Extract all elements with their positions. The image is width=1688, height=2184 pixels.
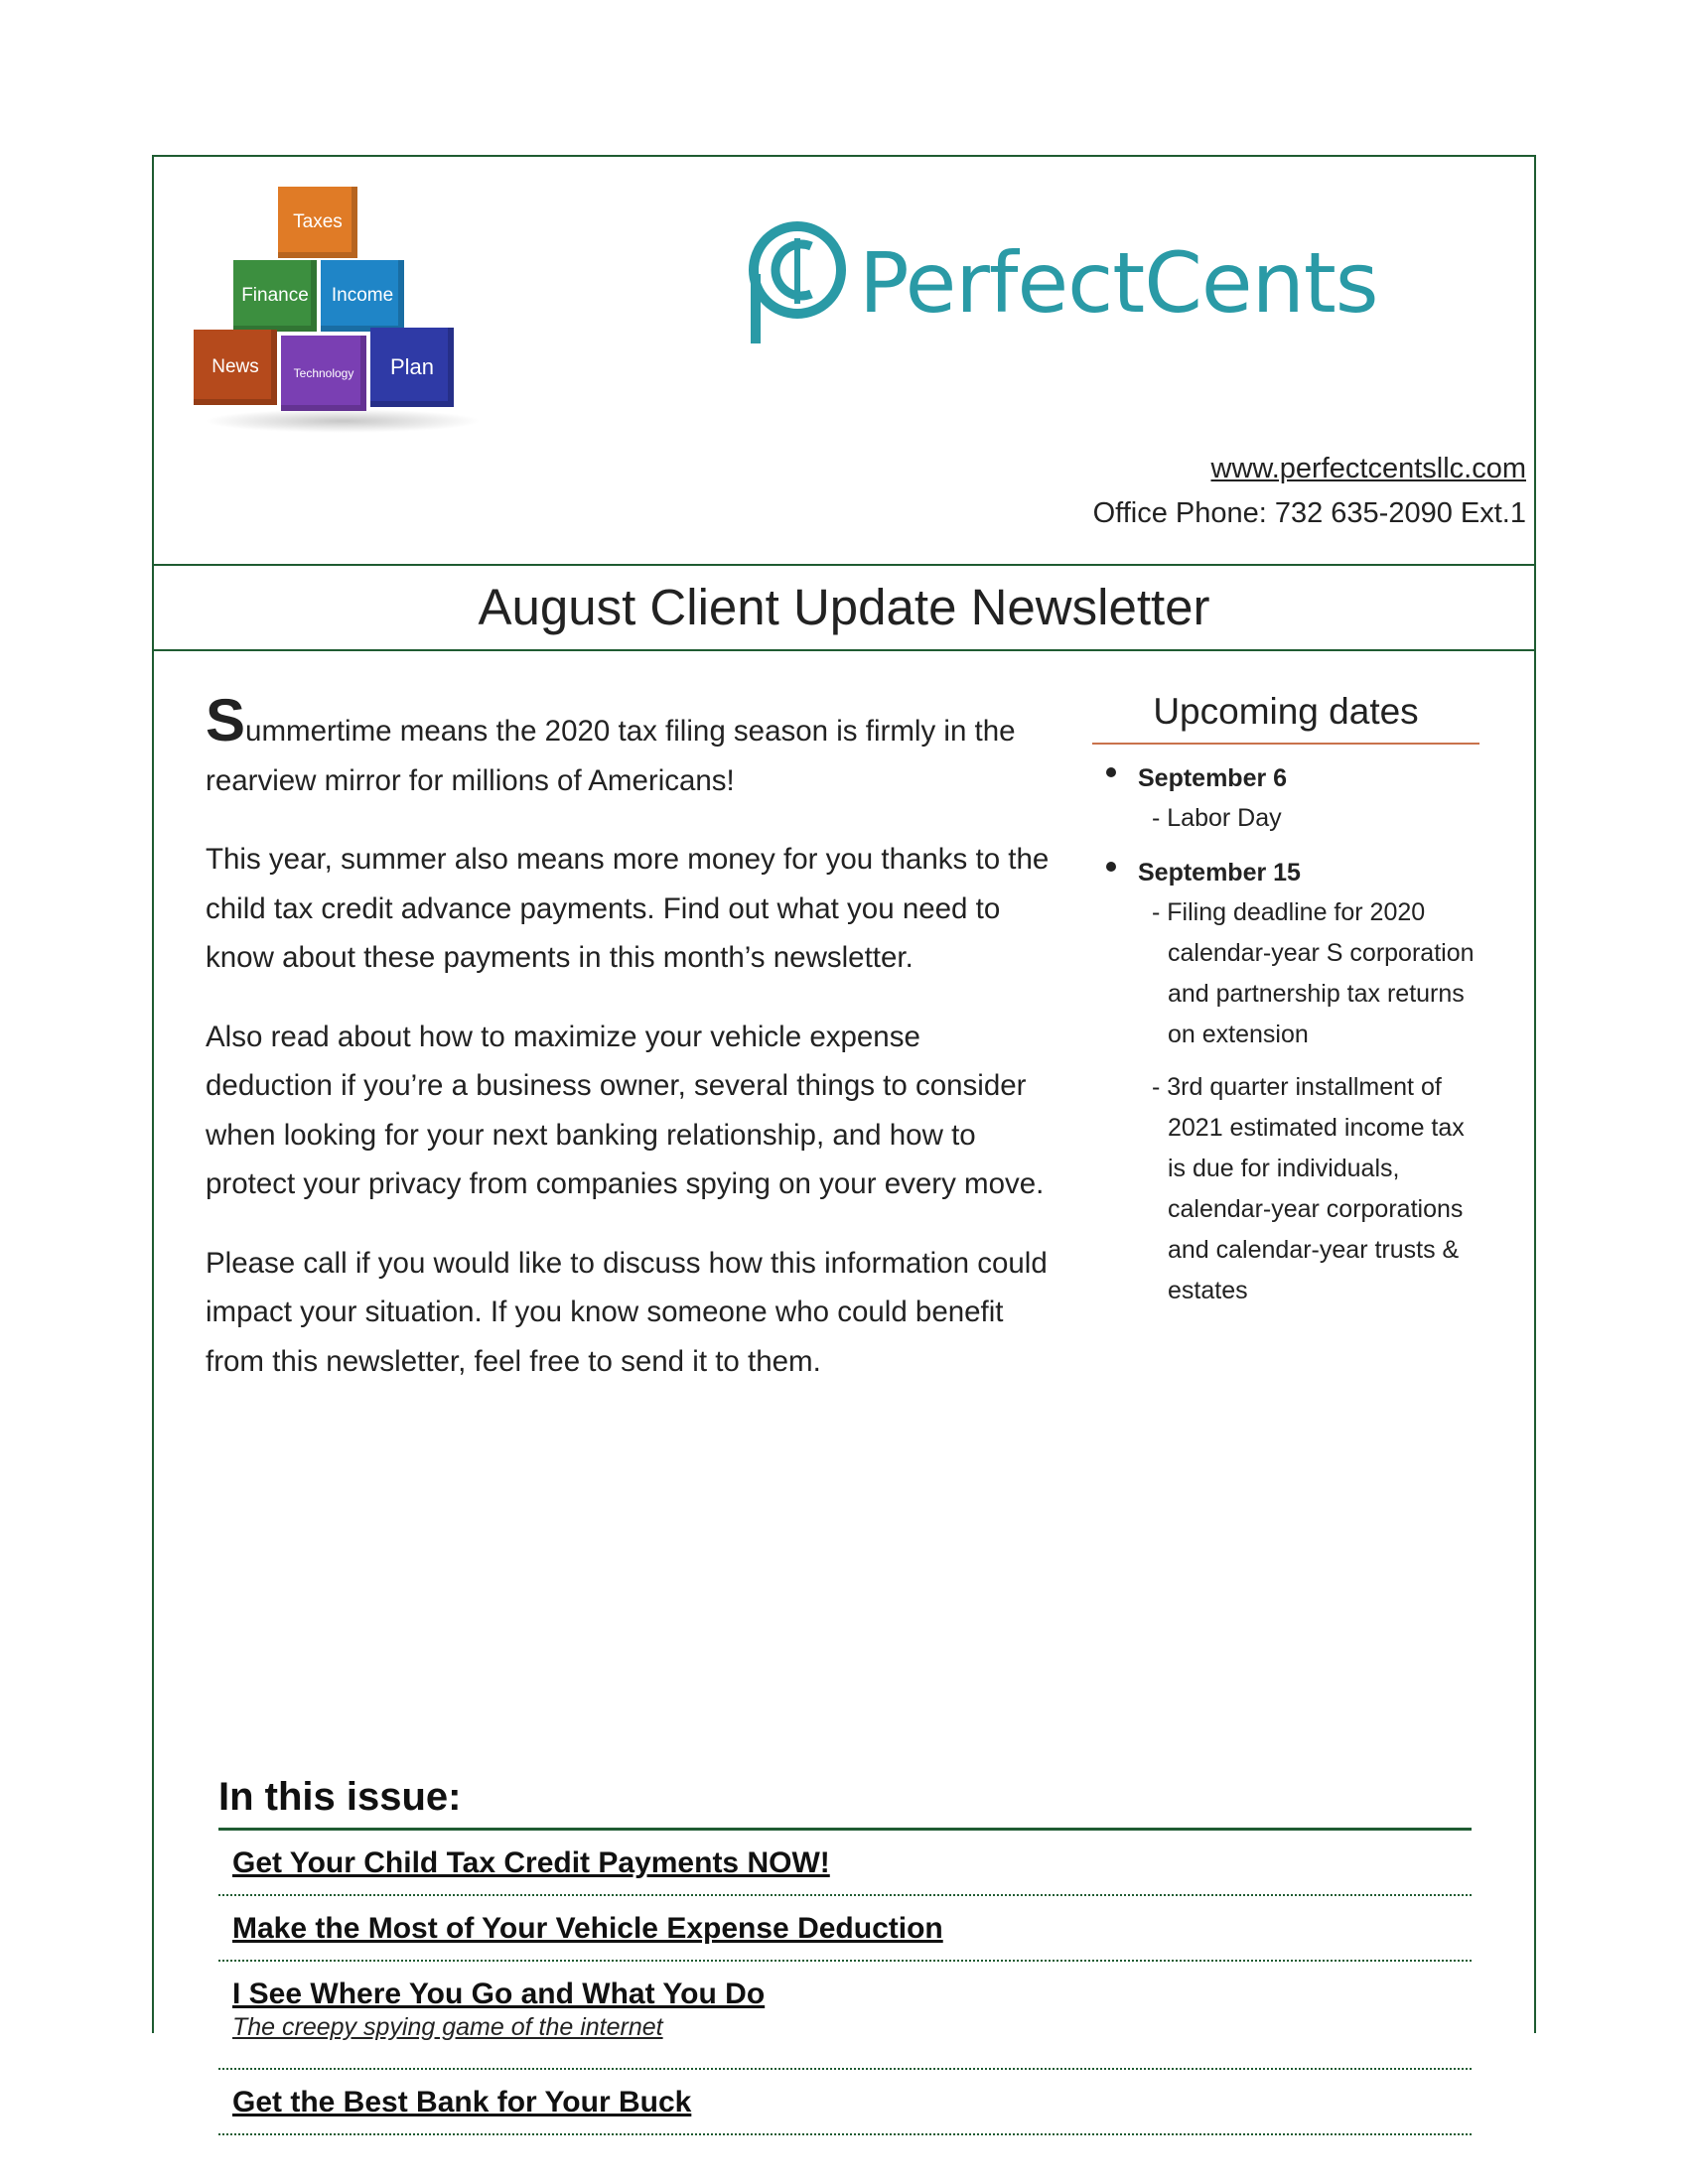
cube-news (194, 330, 277, 405)
cube-label: Taxes (293, 211, 343, 232)
issue-link-vehicle-expense[interactable]: Make the Most of Your Vehicle Expense Deduction (232, 1912, 943, 1945)
logo-mark-icon (740, 212, 859, 351)
upcoming-dates-panel (1092, 691, 1479, 1323)
date-item (1092, 853, 1479, 1311)
date-item (1092, 758, 1479, 839)
intro-paragraph: This year, summer also means more money for you thanks to the child tax credit advance payments. Find out what you need to know about these payments in this month’s newsletter. (206, 843, 1050, 974)
intro-paragraph (206, 687, 1050, 805)
bullet-icon (1106, 862, 1116, 872)
website-link[interactable]: www.perfectcentsllc.com (1210, 453, 1526, 484)
header (154, 157, 1534, 566)
date-label: September 15 (1138, 859, 1301, 887)
issue-item (218, 1896, 1472, 1962)
in-this-issue (218, 1775, 1472, 2135)
newsletter-title: August Client Update Newsletter (478, 579, 1210, 635)
date-description: - Filing deadline for 2020 calendar-year S corporation and partnership tax returns on extension (1152, 898, 1475, 1048)
cube-shadow (204, 409, 482, 433)
contact-info (1093, 447, 1526, 536)
cube-taxes (278, 187, 357, 258)
cube-finance (233, 260, 317, 332)
intro-paragraph-text: ummertime means the 2020 tax filing season is firmly in the rearview mirror for millions of Americans! (206, 715, 1016, 797)
cube-plan (370, 328, 454, 407)
title-bar (154, 566, 1534, 651)
office-phone: Office Phone: 732 635-2090 Ext.1 (1092, 497, 1526, 529)
dropcap: S (206, 687, 246, 753)
issue-link-child-tax-credit[interactable]: Get Your Child Tax Credit Payments NOW! (232, 1846, 830, 1879)
date-description: - 3rd quarter installment of 2021 estimated income tax is due for individuals, calendar-year corporations and calendar-year trusts & estates (1152, 1073, 1465, 1304)
issue-item (218, 1831, 1472, 1896)
cube-label: News (211, 356, 259, 377)
issue-item (218, 2070, 1472, 2135)
issue-link-best-bank[interactable]: Get the Best Bank for Your Buck (232, 2086, 692, 2118)
intro-paragraph: Please call if you would like to discuss how this information could impact your situation. If you know someone who could benefit from this newsletter, feel free to send it to them. (206, 1246, 1048, 1378)
perfectcents-logo (740, 212, 1378, 351)
upcoming-dates-title: Upcoming dates (1092, 691, 1479, 745)
intro-text (206, 687, 1050, 1416)
cube-label: Technology (293, 366, 354, 380)
date-description: - Labor Day (1152, 804, 1282, 832)
issue-subtitle: The creepy spying game of the internet (232, 2013, 663, 2041)
cube-income (321, 260, 404, 332)
newsletter-frame (152, 155, 1536, 2118)
cube-label: Finance (241, 285, 309, 306)
intro-paragraph: Also read about how to maximize your vehicle expense deduction if you’re a business owner, several things to consider when looking for your next banking relationship, and how to protect your privacy from companies spying on your every move. (206, 1020, 1045, 1200)
topic-cubes-image (194, 181, 492, 439)
cube-technology (281, 336, 366, 411)
cube-label: Plan (389, 354, 435, 379)
bullet-icon (1106, 767, 1116, 777)
logo-text: PerfectCents (859, 234, 1378, 332)
issue-link-spying[interactable]: I See Where You Go and What You Do (232, 1978, 766, 2010)
date-label: September 6 (1138, 764, 1288, 792)
in-this-issue-title: In this issue: (218, 1775, 1472, 1831)
cube-label: Income (331, 285, 394, 306)
issue-item (218, 1962, 1472, 2070)
